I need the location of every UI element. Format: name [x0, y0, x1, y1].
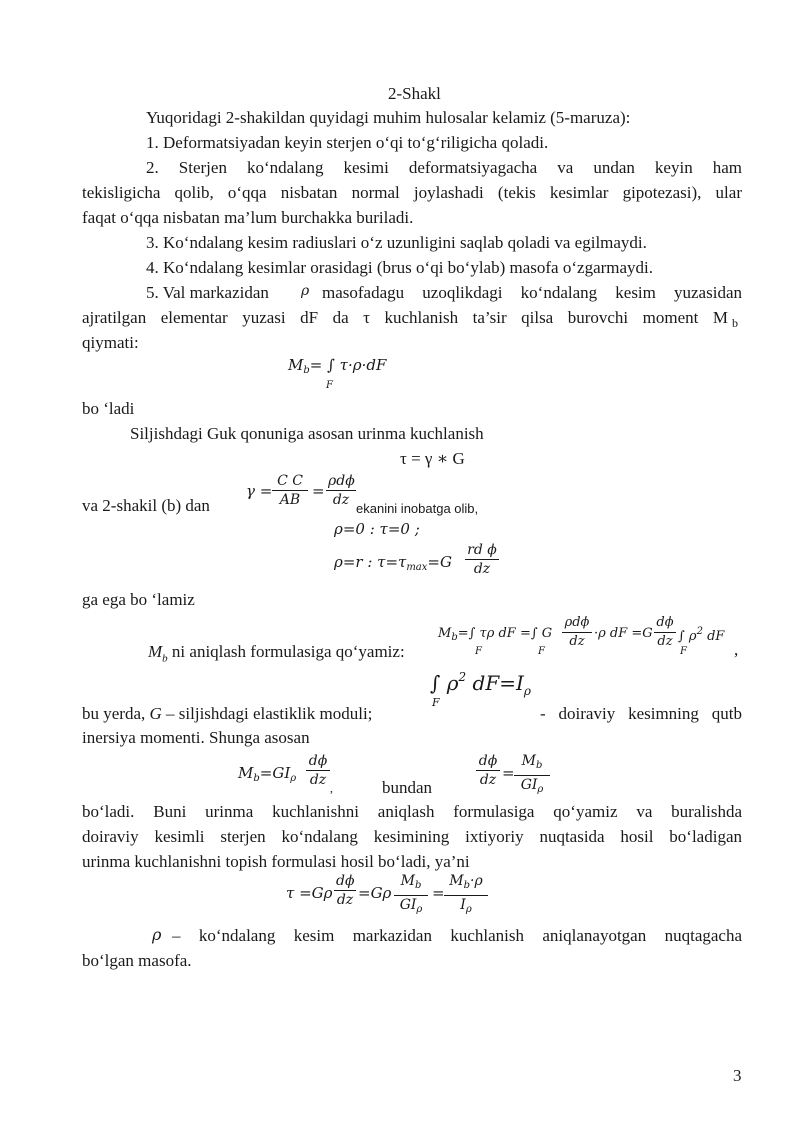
- item-3: 3. Ko‘ndalang kesim radiuslari o‘z uzunligini saqlab qoladi va egilmaydi.: [146, 233, 647, 252]
- page-number: 3: [733, 1066, 742, 1085]
- mb-gi-comma: ,: [330, 781, 333, 795]
- rho-definition-symbol: ρ: [152, 925, 162, 944]
- tau-fraction-2: $M_b$ $GI_\rho$: [394, 872, 428, 919]
- equals-sign: =: [312, 482, 325, 500]
- hooke-formula: τ = γ ∗ G: [400, 449, 465, 468]
- tau-fraction-3: $\frac{M_b\cdot\rho}{I_\rho}$: [444, 872, 488, 919]
- mb-gi-fraction: $\frac{d\phi}{dz}$: [306, 752, 330, 789]
- inersiya-text: inersiya momenti. Shunga asosan: [82, 728, 310, 747]
- figure-caption: 2-Shakl: [388, 84, 441, 103]
- bundan-text: bundan: [382, 778, 433, 797]
- mb-integral-formula: $M_b=\int$ τρ dF =∫ G: [438, 626, 553, 643]
- rho-r-fraction: $\frac{\text{rd ϕ}}{dz}$: [465, 541, 499, 578]
- item-5-rest: masofadagu uzoqlikdagi ko‘ndalang kesim yuzasidan: [322, 283, 742, 302]
- tau-formula-mid: =Gρ: [358, 884, 392, 902]
- torque-formula: $M_b=$ ∫ τ·ρ·dF: [288, 356, 387, 376]
- item-5-line-2: ajratilgan elementar yuzasi dF da τ kuchlanish ta’sir qilsa burovchi moment M: [82, 308, 728, 327]
- item-5-line-3: qiymati:: [82, 333, 139, 352]
- rho-r-formula: ρ=r : $\tau=\tau_{max}=G$: [334, 553, 452, 573]
- hooke-text: Siljishdagi Guk qonuniga asosan urinma kuchlanish: [130, 424, 484, 443]
- intro-line: Yuqoridagi 2-shakildan quyidagi muhim hulosalar kelamiz (5-maruza):: [146, 108, 631, 127]
- mb-limit-1: F: [475, 646, 482, 657]
- tau-fraction-1: $\frac{d\phi}{dz}$: [336, 873, 355, 908]
- item-5-start: 5. Val markazidan: [146, 283, 269, 302]
- item-5-subscript: b: [732, 316, 738, 330]
- ga-ega-text: ga ega bo ‘lamiz: [82, 590, 195, 609]
- rho-zero-formula: ρ=0 : τ=0 ;: [334, 520, 420, 538]
- rho-symbol: ρ: [301, 283, 310, 299]
- final-line-3: urinma kuchlanishni topish formulasi hosil bo‘ladi, ya’ni: [82, 852, 470, 871]
- rho-definition-line-2: bo‘lgan masofa.: [82, 951, 192, 970]
- mb-fraction-2: $\frac{d\phi}{dz}$: [654, 614, 676, 651]
- mb-over-gi-fraction: $M_b$ $GI_\rho$: [514, 752, 550, 799]
- tau-formula-start: τ =Gρ: [286, 884, 333, 902]
- mb-fraction-1: ρdϕ dz: [562, 614, 592, 651]
- mb-limit-3: F: [680, 646, 687, 657]
- mb-limit-2: F: [538, 646, 545, 657]
- ekanini-text: ekanini inobatga olib,: [356, 501, 479, 516]
- mb-gi-formula: $M_b=GI_\rho$: [238, 764, 297, 784]
- final-line-1: bo‘ladi. Buni urinma kuchlanishni aniqlash formulasiga qo‘yamiz va buralishda: [82, 802, 742, 821]
- gamma-fraction-2: ρdϕ dz: [328, 473, 355, 508]
- gamma-lhs: γ =: [246, 482, 273, 500]
- item-2-line-2: tekisligicha qolib, o‘qqa nisbatan normal joylashadi (tekis kesimlar gipotezasi), ular: [82, 183, 742, 202]
- gamma-fraction-1: $\frac{\text{C C}}{AB}$: [272, 472, 308, 509]
- mb-formula-end: ∫ $\rho^2$ dF: [678, 626, 725, 644]
- item-2-line-1: 2. Sterjen ko‘ndalang kesimi deformatsiyagacha va undan keyin ham: [146, 158, 742, 177]
- dphi-equals: =: [502, 764, 515, 782]
- mb-definition-text: $M_b$ ni aniqlash formulasiga qo‘yamiz:: [148, 642, 405, 665]
- comma: ,: [734, 640, 739, 659]
- bu-yerda-text: bu yerda, G – siljishdagi elastiklik moduli;: [82, 704, 373, 723]
- item-4: 4. Ko‘ndalang kesimlar orasidagi (brus o‘qi bo‘ylab) masofa o‘zgarmaydi.: [146, 258, 654, 277]
- boladi-text: bo ‘ladi: [82, 399, 135, 418]
- polar-limit: F: [432, 696, 440, 709]
- integral-limit: F: [326, 380, 333, 391]
- final-line-2: doiraviy kesimli sterjen ko‘ndalang kesimining ixtiyoriy nuqtasida hosil bo‘ladigan: [82, 827, 742, 846]
- polar-moment-formula: ∫ $\rho^2$ $dF=I_\rho$: [430, 670, 531, 698]
- va-2-shakil-text: va 2-shakil (b) dan: [82, 496, 210, 515]
- rho-definition-line-1: – ko‘ndalang kesim markazidan kuchlanish aniqlanayotgan nuqtagacha: [172, 926, 742, 945]
- mb-formula-mid: ·ρ dF =G: [594, 626, 653, 641]
- dphi-fraction: $\frac{d\phi}{dz}$: [476, 752, 500, 789]
- item-2-line-3: faqat o‘qqa nisbatan ma’lum burchakka buriladi.: [82, 208, 414, 227]
- bu-yerda-continuation: - doiraviy kesimning qutb: [540, 704, 742, 723]
- item-1: 1. Deformatsiyadan keyin sterjen o‘qi to‘g‘riligicha qoladi.: [146, 133, 549, 152]
- tau-equals: =: [432, 884, 445, 902]
